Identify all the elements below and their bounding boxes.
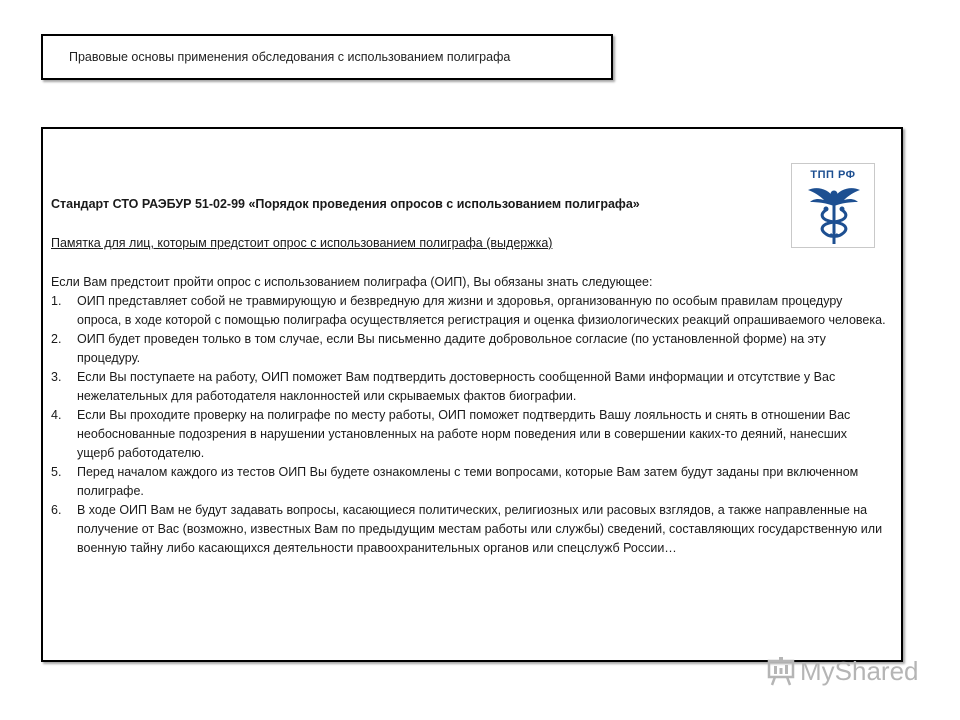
- list-item: [51, 330, 887, 368]
- presentation-board-icon: [766, 657, 796, 687]
- standard-heading: Стандарт СТО РАЭБУР 51-02-99 «Порядок проведения опросов с использованием полиграфа»: [51, 197, 640, 211]
- list-item-number: 1.: [51, 294, 62, 308]
- memo-subtitle: Памятка для лиц, которым предстоит опрос с использованием полиграфа (выдержка): [51, 236, 553, 250]
- list-item: [51, 368, 887, 406]
- watermark-text: MyShared: [800, 656, 919, 686]
- list-item-text: Если Вы поступаете на работу, ОИП поможет Вам подтвердить достоверность сообщенной Вами информации и отсутствие у Вас нежелательных для работодателя наклонностей или скрываемых фактов биографии.: [77, 370, 836, 403]
- list-item: [51, 406, 887, 463]
- myshared-watermark[interactable]: [766, 656, 919, 687]
- content-box: [41, 127, 903, 662]
- points-list: [51, 292, 887, 558]
- list-item: [51, 463, 887, 501]
- slide-title: Правовые основы применения обследования с использованием полиграфа: [69, 50, 511, 64]
- list-item-text: ОИП будет проведен только в том случае, если Вы письменно дадите добровольное согласие (по установленной форме) на эту процедуру.: [77, 332, 826, 365]
- slide-title-box: [41, 34, 613, 80]
- list-item-number: 6.: [51, 503, 62, 517]
- list-item-text: ОИП представляет собой не травмирующую и безвредную для жизни и здоровья, организованную по особым правилам процедуру опроса, в ходе которой с помощью полиграфа осуществляется регистрация и оценка физиологических реакций опрашиваемого человека.: [77, 294, 886, 327]
- list-item-number: 3.: [51, 370, 62, 384]
- list-item: [51, 501, 887, 558]
- list-item-text: Если Вы проходите проверку на полиграфе по месту работы, ОИП поможет подтвердить Вашу лояльность и снять в отношении Вас необоснованные подозрения в нарушении установленных на работе норм поведения или в совершении каких-то деяний, нанесших ущерб работодателю.: [77, 408, 851, 460]
- list-item-text: Перед началом каждого из тестов ОИП Вы будете ознакомлены с теми вопросами, которые Вам затем будут заданы при включенном полиграфе.: [77, 465, 859, 498]
- logo-text: ТПП РФ: [810, 169, 856, 181]
- list-item-number: 5.: [51, 465, 62, 479]
- document-text: [51, 195, 887, 558]
- list-item-text: В ходе ОИП Вам не будут задавать вопросы, касающиеся политических, религиозных или расовых взглядов, а также направленные на получение от Вас (возможно, известных Вам по предыдущим местам работы или службы) сведений, составляющих государственную или военную тайну либо касающихся деятельности правоохранительных органов или спецслужб России…: [77, 503, 883, 555]
- list-item: [51, 292, 887, 330]
- list-item-number: 2.: [51, 332, 62, 346]
- intro-paragraph: Если Вам предстоит пройти опрос с использованием полиграфа (ОИП), Вы обязаны знать следующее:: [51, 275, 653, 289]
- list-item-number: 4.: [51, 408, 62, 422]
